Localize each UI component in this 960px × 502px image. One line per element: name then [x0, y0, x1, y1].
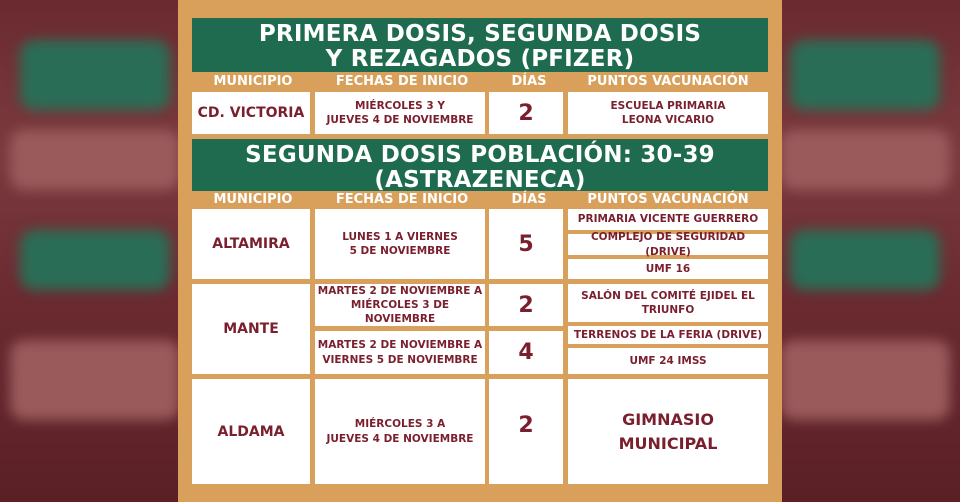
punto-cell: SALÓN DEL COMITÉ EJIDEL EL TRIUNFO: [568, 284, 768, 322]
fechas-cell: [315, 284, 485, 326]
punto-line: GIMNASIO: [622, 409, 714, 429]
puntos-cell: [568, 379, 768, 484]
municipio-cell: MANTE: [192, 284, 310, 374]
fecha-line: MIÉRCOLES 3 DE NOVIEMBRE: [350, 298, 450, 326]
fecha-line: MARTES 2 DE NOVIEMBRE A: [317, 284, 483, 297]
puntos-cell: [568, 92, 768, 134]
fecha-line: JUEVES 4 DE NOVIEMBRE: [326, 114, 474, 126]
punto-cell: TERRENOS DE LA FERIA (DRIVE): [568, 326, 768, 344]
fechas-cell: [315, 331, 485, 374]
header-puntos: PUNTOS VACUNACIÓN: [587, 192, 749, 207]
header-fechas: FECHAS DE INICIO: [335, 74, 469, 89]
banner-title-line1: SEGUNDA DOSIS POBLACIÓN: 30-39: [245, 142, 715, 168]
banner-title-line2: Y REZAGADOS (PFIZER): [325, 46, 635, 73]
punto-line: LEONA VICARIO: [621, 114, 715, 126]
astrazeneca-banner: [192, 139, 768, 194]
fecha-line: LUNES 1 A VIERNES: [342, 230, 458, 243]
dias-cell: 2: [489, 284, 563, 326]
fechas-cell: [315, 92, 485, 134]
background-right: [760, 0, 960, 502]
dias-cell: 4: [489, 331, 563, 374]
punto-cell: UMF 16: [568, 259, 768, 279]
fecha-line: MIÉRCOLES 3 Y: [355, 99, 445, 112]
header-dias: DÍAS: [511, 192, 547, 207]
background-left: [0, 0, 200, 502]
punto-cell: PRIMARIA VICENTE GUERRERO: [568, 209, 768, 230]
blurred-row-shape: [780, 130, 950, 190]
banner-title-line1: PRIMERA DOSIS, SEGUNDA DOSIS: [258, 21, 702, 47]
table-header: [192, 191, 768, 209]
punto-cell: UMF 24 IMSS: [568, 348, 768, 374]
municipio-cell: ALTAMIRA: [192, 209, 310, 279]
vaccination-schedule-card: [178, 0, 782, 502]
blurred-banner-shape: [790, 230, 940, 290]
blurred-row-shape: [780, 340, 950, 420]
header-municipio: MUNICIPIO: [213, 74, 293, 89]
fecha-line: MIÉRCOLES 3 A: [354, 418, 446, 431]
fecha-line: 5 DE NOVIEMBRE: [349, 245, 451, 257]
fecha-line: VIERNES 5 DE NOVIEMBRE: [322, 353, 478, 366]
municipio-cell: CD. VICTORIA: [192, 92, 310, 134]
table-header: [192, 73, 768, 91]
dias-cell: 2: [489, 379, 563, 484]
punto-line: ESCUELA PRIMARIA: [610, 99, 726, 112]
dias-cell: 5: [489, 209, 563, 279]
fecha-line: JUEVES 4 DE NOVIEMBRE: [326, 432, 474, 445]
fechas-cell: [315, 379, 485, 484]
punto-cell: COMPLEJO DE SEGURIDAD (DRIVE): [568, 234, 768, 255]
header-municipio: MUNICIPIO: [213, 192, 293, 207]
banner-title-line2: (ASTRAZENECA): [374, 167, 586, 194]
blurred-row-shape: [10, 130, 180, 190]
fecha-line: MARTES 2 DE NOVIEMBRE A: [317, 339, 483, 352]
header-dias: DÍAS: [511, 74, 547, 89]
pfizer-banner: [192, 18, 768, 72]
municipio-cell: ALDAMA: [192, 379, 310, 484]
header-fechas: FECHAS DE INICIO: [335, 192, 469, 207]
fechas-cell: [315, 209, 485, 279]
blurred-banner-shape: [790, 40, 940, 110]
blurred-row-shape: [10, 340, 180, 420]
header-puntos: PUNTOS VACUNACIÓN: [587, 74, 749, 89]
blurred-banner-shape: [20, 230, 170, 290]
punto-line: MUNICIPAL: [618, 433, 718, 453]
dias-cell: 2: [489, 92, 563, 134]
blurred-banner-shape: [20, 40, 170, 110]
